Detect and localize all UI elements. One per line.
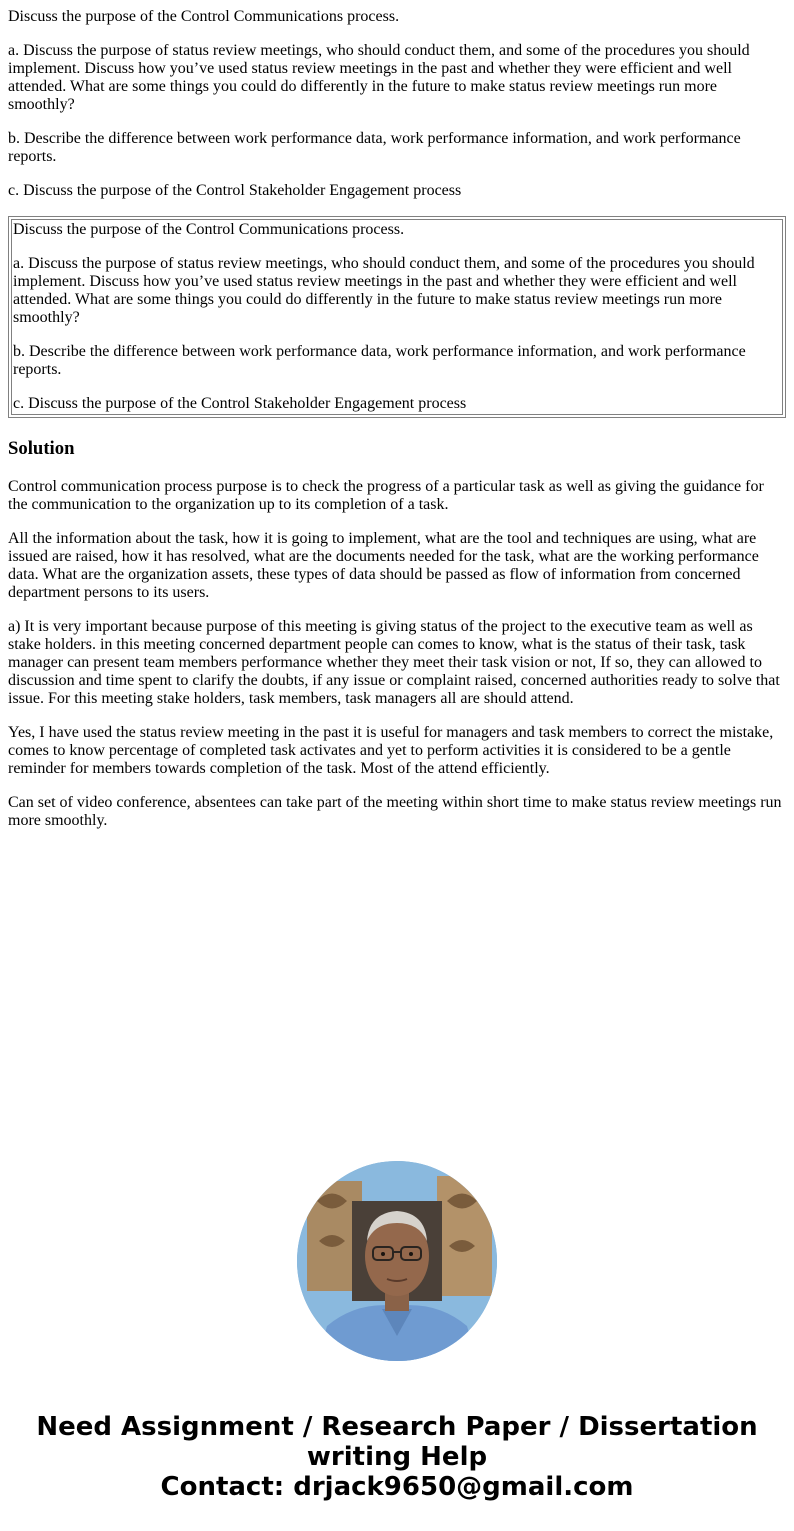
solution-paragraph: Control communication process purpose is to check the progress of a particular task as well as giving the guidance for the communication to the organization up to its completion of a task. — [8, 478, 764, 513]
promo-line: writing Help — [306, 1442, 488, 1472]
solution-paragraph: All the information about the task, how it is going to implement, what are the tool and techniques are using, what are issued are raised, how it has resolved, what are the documents needed for the task, what are the working performance data. What are the organization assets, these types of data should be passed as flow of information from concerned department persons to its users. — [8, 530, 759, 601]
author-portrait-image — [297, 1161, 497, 1361]
table-question-b: b. Describe the difference between work performance data, work performance information, and work performance reports. — [13, 343, 746, 378]
promo-line: Need Assignment / Research Paper / Dissertation — [36, 1412, 758, 1442]
question-block — [8, 8, 786, 200]
promo-banner — [0, 1412, 794, 1502]
promo-contact: Contact: drjack9650@gmail.com — [160, 1472, 634, 1502]
question-a: a. Discuss the purpose of status review meetings, who should conduct them, and some of the procedures you should implement. Discuss how you’ve used status review meetings in the past and whether they were efficient and well attended. What are some things you could do differently in the future to make status review meetings run more smoothly? — [8, 42, 750, 113]
solution-paragraph: a) It is very important because purpose of this meeting is giving status of the project to the executive team as well as stake holders. in this meeting concerned department people can comes to know, what is the status of their task, task manager can present team members performance whether they meet their task vision or not, If so, they can allowed to discussion and time spent to clarify the doubts, if any issue or complaint raised, concerned authorities ready to solve that issue. For this meeting stake holders, task members, task managers all are should attend. — [8, 618, 780, 707]
question-c: c. Discuss the purpose of the Control Stakeholder Engagement process — [8, 182, 462, 199]
solution-paragraph: Yes, I have used the status review meeting in the past it is useful for managers and task members to correct the mistake, comes to know percentage of completed task activates and yet to perform activities it is considered to be a gentle reminder for members towards completion of the task. Most of the attend efficiently. — [8, 724, 774, 777]
solution-heading: Solution — [8, 438, 75, 459]
question-b: b. Describe the difference between work performance data, work performance information, and work performance reports. — [8, 130, 741, 165]
document-page — [0, 8, 794, 830]
table-question-a: a. Discuss the purpose of status review meetings, who should conduct them, and some of the procedures you should implement. Discuss how you’ve used status review meetings in the past and whether they were efficient and well attended. What are some things you could do differently in the future to make status review meetings run more smoothly? — [13, 255, 755, 326]
question-table-cell — [11, 219, 783, 415]
author-avatar — [297, 1161, 497, 1361]
table-question-intro: Discuss the purpose of the Control Communications process. — [13, 221, 405, 238]
question-table — [8, 216, 786, 418]
table-question-c: c. Discuss the purpose of the Control Stakeholder Engagement process — [13, 395, 467, 412]
solution-body — [8, 478, 786, 830]
solution-paragraph: Can set of video conference, absentees can take part of the meeting within short time to make status review meetings run more smoothly. — [8, 794, 782, 829]
question-intro: Discuss the purpose of the Control Communications process. — [8, 8, 400, 25]
